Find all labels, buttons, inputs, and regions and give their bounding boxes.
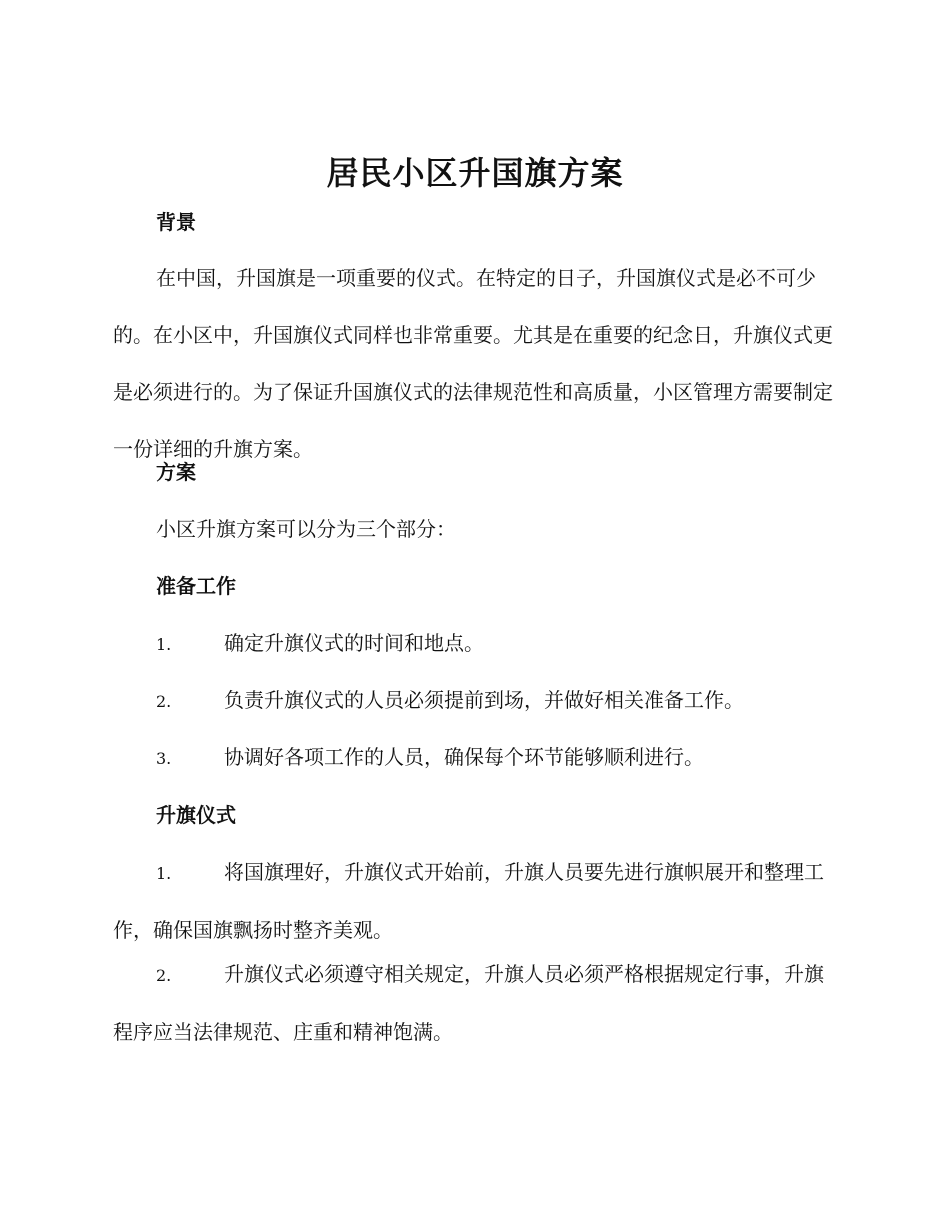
list-item-text: 将国旗理好，升旗仪式开始前，升旗人员要先进行旗帜展开和整理工作，确保国旗飘扬时整齐美观。 — [113, 860, 824, 942]
list-item-number: 1. — [156, 864, 172, 883]
list-item — [113, 844, 835, 959]
document-title: 居民小区升国旗方案 — [326, 154, 624, 192]
list-item — [113, 615, 835, 673]
plan-intro: 小区升旗方案可以分为三个部分： — [156, 517, 456, 541]
list-item-text: 升旗仪式必须遵守相关规定，升旗人员必须严格根据规定行事，升旗程序应当法律规范、庄重和精神饱满。 — [113, 962, 824, 1044]
list-item-number: 2. — [156, 692, 172, 711]
section-heading-plan: 方案 — [156, 460, 196, 484]
list-item — [113, 946, 835, 1061]
section-heading-preparation: 准备工作 — [156, 574, 236, 598]
list-item — [113, 672, 835, 730]
list-item-number: 1. — [156, 635, 172, 654]
list-item-text: 负责升旗仪式的人员必须提前到场，并做好相关准备工作。 — [224, 688, 744, 712]
list-item-number: 2. — [156, 966, 172, 985]
section-heading-ceremony: 升旗仪式 — [156, 803, 236, 827]
list-item-text: 确定升旗仪式的时间和地点。 — [224, 631, 484, 655]
section-heading-background: 背景 — [156, 210, 196, 234]
list-item-text: 协调好各项工作的人员，确保每个环节能够顺利进行。 — [224, 745, 704, 769]
list-item-number: 3. — [156, 749, 172, 768]
background-paragraph: 在中国，升国旗是一项重要的仪式。在特定的日子，升国旗仪式是必不可少的。在小区中，升国旗仪式同样也非常重要。尤其是在重要的纪念日，升旗仪式更是必须进行的。为了保证升国旗仪式的法律规范性和高质量，小区管理方需要制定一份详细的升旗方案。 — [113, 266, 833, 461]
list-item — [113, 729, 835, 787]
